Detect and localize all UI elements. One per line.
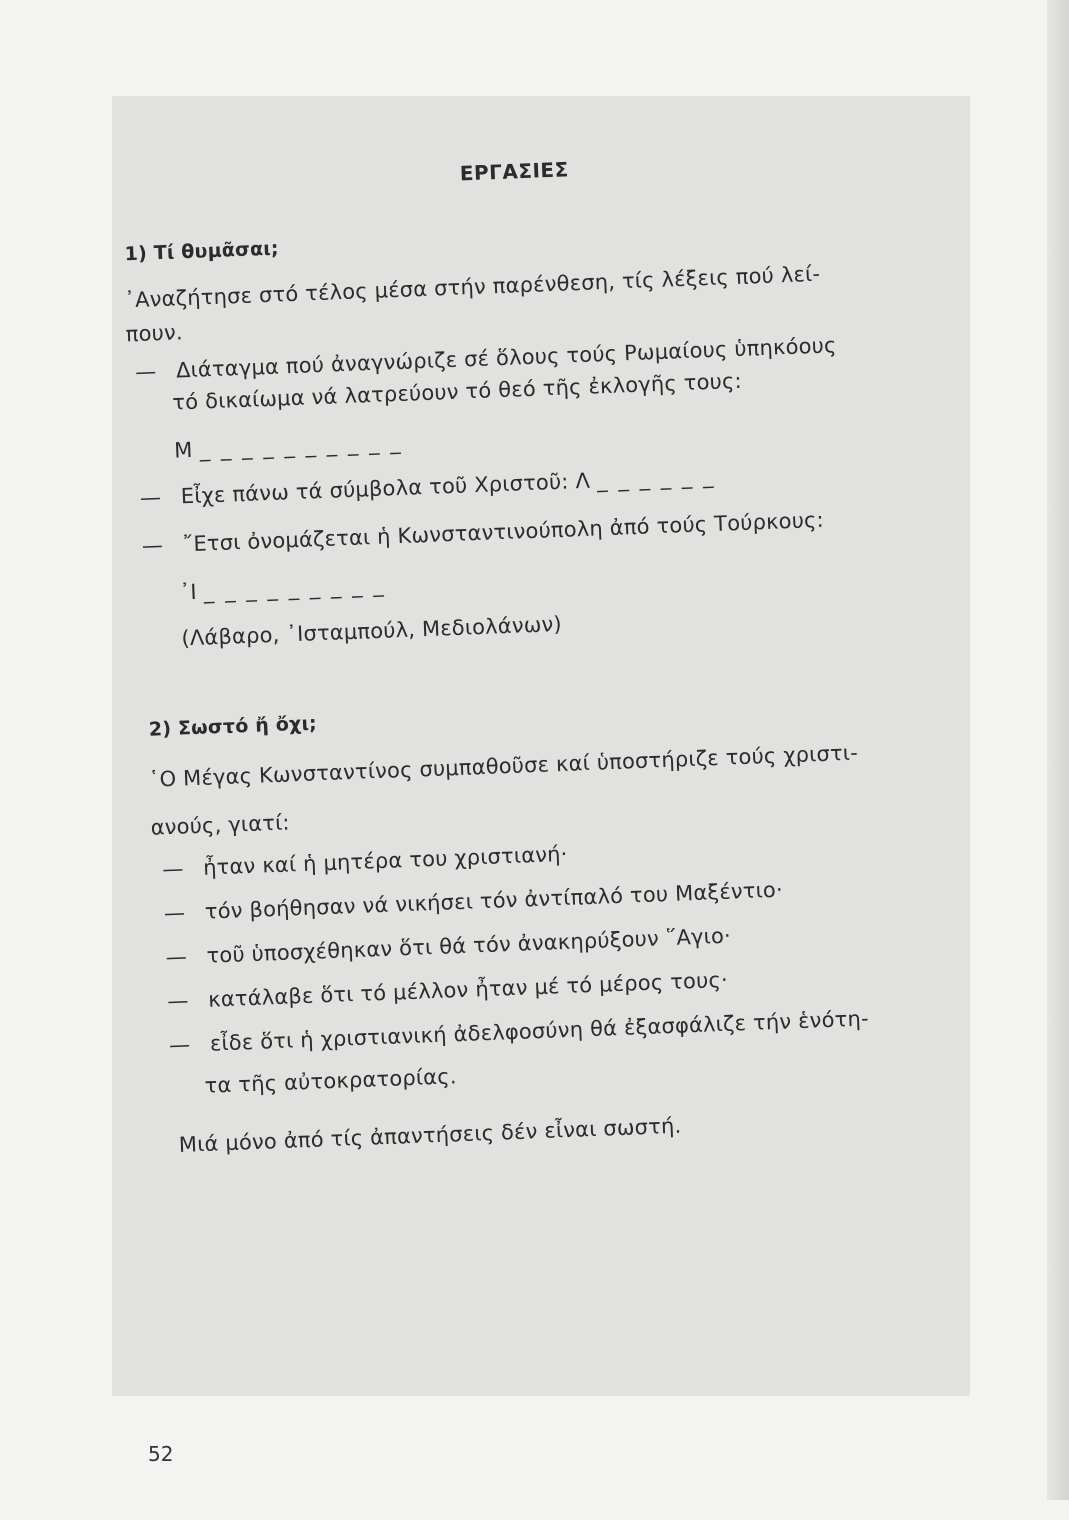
dash-mark: — xyxy=(165,944,188,970)
question-2 xyxy=(140,463,716,511)
option-text: κατάλαβε ὅτι τό μέλλον ἦταν μέ τό μέρος τους· xyxy=(207,967,729,1012)
closing-note: Μιά μόνο ἀπό τίς ἀπαντήσεις δέν εἶναι σωστή. xyxy=(178,1113,682,1157)
dash-mark: — xyxy=(141,533,164,558)
question-2-text: Εἶχε πάνω τά σύμβολα τοῦ Χριστοῦ: Λ xyxy=(180,468,591,509)
section-1-instruction-line-1: ᾿Αναζήτησε στό τέλος μέσα στήν παρένθεση, τίς λέξεις πού λεί- xyxy=(123,261,821,313)
option-3 xyxy=(165,923,731,971)
option-text: εἶδε ὅτι ἡ χριστιανική ἀδελφοσύνη θά ἐξασφάλιζε τήν ἑνότη- xyxy=(209,1006,870,1056)
word-bank: (Λάβαρο, ᾿Ισταμπούλ, Μεδιολάνων) xyxy=(180,611,563,651)
section-2-intro-line-1: ῾Ο Μέγας Κωνσταντίνος συμπαθοῦσε καί ὑποστήριζε τούς χριστι- xyxy=(148,740,859,792)
answer-blanks: _ _ _ _ _ _ xyxy=(596,463,716,493)
page-number: 52 xyxy=(148,1442,174,1466)
option-4 xyxy=(167,967,728,1015)
section-2-intro-line-2: ανούς, γιατί: xyxy=(150,810,291,840)
option-text: τοῦ ὑποσχέθηκαν ὅτι θά τόν ἀνακηρύξουν ῞Αγιο· xyxy=(206,923,732,968)
page-heading: ΕΡΓΑΣΙΕΣ xyxy=(459,157,570,186)
question-3-answer xyxy=(179,572,386,606)
dash-mark: — xyxy=(163,900,186,926)
option-2 xyxy=(163,877,783,927)
dash-mark: — xyxy=(166,988,190,1014)
dash-mark: — xyxy=(134,359,157,385)
dash-mark: — xyxy=(161,856,184,882)
question-1-text: Διάταγμα πού ἀναγνώριζε σέ ὅλους τούς Ρωμαίους ὑπηκόους xyxy=(175,333,837,383)
option-1 xyxy=(162,841,568,883)
dash-mark: — xyxy=(168,1032,191,1058)
option-5-continuation: τα τῆς αὐτοκρατορίας. xyxy=(204,1064,458,1098)
section-1-instruction-line-2: πουν. xyxy=(125,320,184,347)
dash-mark: — xyxy=(139,485,162,510)
answer-prefix: Μ xyxy=(173,437,194,463)
option-text: τόν βοήθησαν νά νικήσει τόν ἀντίπαλό του Μαξέντιο· xyxy=(204,877,784,924)
question-3-text: ῎Ετσι ὀνομάζεται ἡ Κωνσταντινούπολη ἀπό τούς Τούρκους: xyxy=(182,507,825,557)
question-3 xyxy=(141,507,824,559)
option-5 xyxy=(169,1005,870,1058)
answer-blanks: _ _ _ _ _ _ _ _ _ _ xyxy=(198,429,403,462)
question-1-answer xyxy=(174,429,403,464)
answer-blanks: _ _ _ _ _ _ _ _ _ xyxy=(203,572,386,604)
section-1-title: 1) Τί θυμᾶσαι; xyxy=(124,237,280,266)
option-text: ἦταν καί ἡ μητέρα του χριστιανή· xyxy=(202,841,568,880)
answer-prefix: ᾿Ι xyxy=(179,579,198,605)
question-1-line-2: τό δικαίωμα νά λατρεύουν τό θεό τῆς ἐκλογῆς τους: xyxy=(171,368,743,415)
section-2-title: 2) Σωστό ἤ ὄχι; xyxy=(148,712,318,741)
